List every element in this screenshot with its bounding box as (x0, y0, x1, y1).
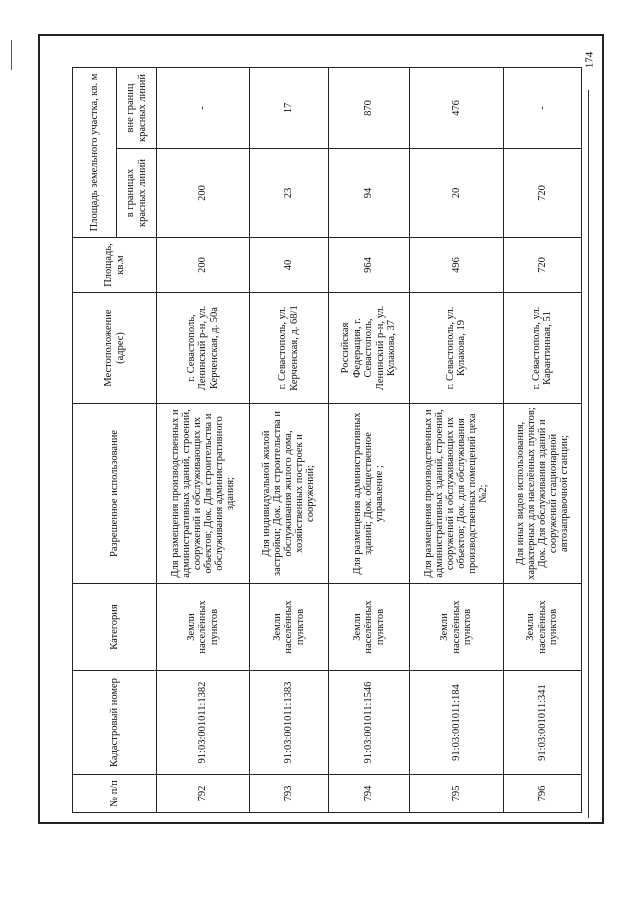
footer-rule (588, 90, 589, 818)
cell-location: г. Севастополь, Ленинский р-н, ул. Керченская, д. 50а (157, 293, 250, 404)
table-row (503, 67, 581, 812)
table-row (328, 67, 410, 812)
cell-inside: 94 (328, 149, 410, 238)
table-row (250, 67, 328, 812)
cell-inside: 20 (410, 149, 503, 238)
cell-outside: 17 (250, 67, 328, 148)
cell-inside: 23 (250, 149, 328, 238)
header-usage: Разрешенное использование (73, 404, 157, 584)
cell-usage: Для размещения производственных и административных зданий, строений, сооружений и обслуживающих их объектов; Док. Для строительства и обслуживания административного здания; (157, 404, 250, 584)
cell-area: 720 (503, 238, 581, 293)
header-num: № п/п (73, 775, 157, 813)
page-number (579, 40, 599, 80)
cell-category: Земли населённых пунктов (250, 584, 328, 671)
cell-outside: - (503, 67, 581, 148)
cell-location: г. Севастополь, ул. Кулакова, 19 (410, 293, 503, 404)
cell-category: Земли населённых пунктов (157, 584, 250, 671)
cell-cadastral: 91:03:001011:341 (503, 671, 581, 775)
cell-inside: 720 (503, 149, 581, 238)
cell-area: 200 (157, 238, 250, 293)
cell-location: г. Севастополь, ул. Керченская, д. 68/1 (250, 293, 328, 404)
cell-cadastral: 91:03:001011:1382 (157, 671, 250, 775)
cell-num: 795 (410, 775, 503, 813)
cell-outside: - (157, 67, 250, 148)
cell-num: 792 (157, 775, 250, 813)
cell-num: 796 (503, 775, 581, 813)
cell-usage: Для иных видов использования, характерных для населённых пунктов; Док. Для обслуживания зданий и сооружений стационарной автозаправочной станции; (503, 404, 581, 584)
page-number-text: 174 (583, 51, 595, 69)
cell-area: 496 (410, 238, 503, 293)
table-row (157, 67, 250, 812)
cell-inside: 200 (157, 149, 250, 238)
header-land-area: Площадь земельного участка, кв. м (73, 67, 117, 237)
header-location: Местоположение (адрес) (73, 293, 157, 404)
header-row-1 (73, 67, 117, 812)
scan-edge-mark (11, 40, 12, 70)
cell-area: 40 (250, 238, 328, 293)
cell-location: Российская Федерация, г. Севастополь, Ленинский р-н, ул. Кулакова, 37 (328, 293, 410, 404)
cell-cadastral: 91:03:001011:1546 (328, 671, 410, 775)
cell-usage: Для размещения административных зданий; Док. общественное управление ; (328, 404, 410, 584)
table-row (410, 67, 503, 812)
cell-cadastral: 91:03:001011:1383 (250, 671, 328, 775)
land-plots-table (72, 67, 582, 813)
header-category: Категория (73, 584, 157, 671)
cell-outside: 870 (328, 67, 410, 148)
cell-num: 794 (328, 775, 410, 813)
cell-category: Земли населённых пунктов (328, 584, 410, 671)
cell-outside: 476 (410, 67, 503, 148)
header-inside: в границах красных линий (117, 149, 157, 238)
cell-cadastral: 91:03:001011:184 (410, 671, 503, 775)
header-area: Площадь, кв.м (73, 238, 157, 293)
cell-category: Земли населённых пунктов (410, 584, 503, 671)
cell-category: Земли населённых пунктов (503, 584, 581, 671)
header-outside: вне границ красных линий (117, 67, 157, 148)
cell-area: 964 (328, 238, 410, 293)
cell-usage: Для индивидуальной жилой застройки; Док. Для строительства и обслуживания жилого дома, хозяйственных построек и сооружений; (250, 404, 328, 584)
cell-num: 793 (250, 775, 328, 813)
header-cadastral: Кадастровый номер (73, 671, 157, 775)
cell-location: г. Севастополь, ул. Карантинная, 51 (503, 293, 581, 404)
cell-usage: Для размещения производственных и административных зданий, строений, сооружений и обслуживающих их объектов; Док. для обслуживания производственных помещений цеха №2; (410, 404, 503, 584)
rotated-table-wrapper (72, 68, 582, 813)
